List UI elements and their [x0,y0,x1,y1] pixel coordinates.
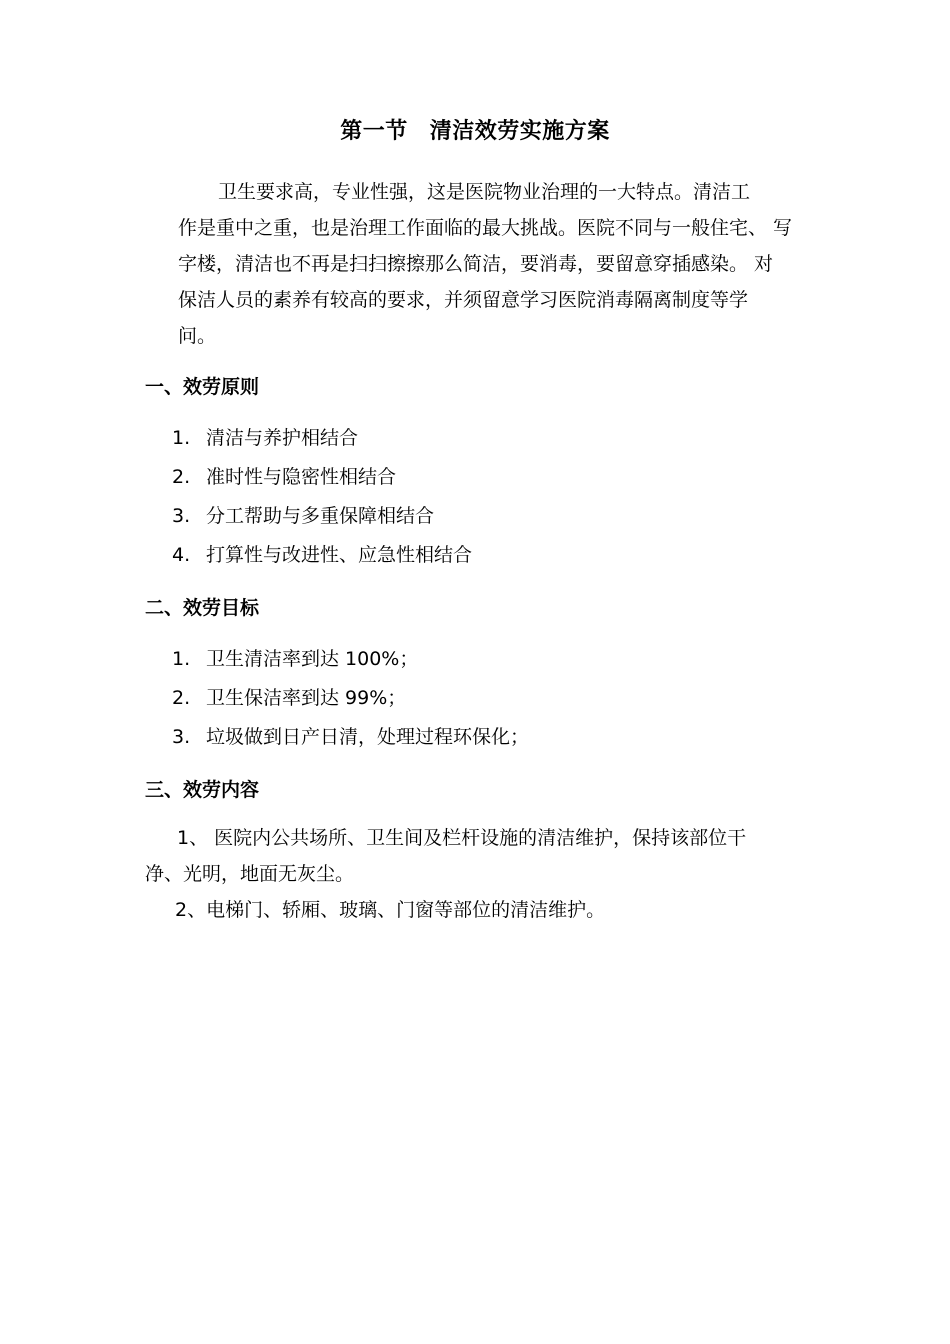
list-item [172,462,396,489]
content-paragraph-2 [145,892,855,928]
list-number: 1. [172,427,191,449]
intro-paragraph [178,174,818,354]
list-item [172,501,434,528]
list-text: 卫生保洁率到达 99%； [206,687,407,709]
list-item [172,644,418,671]
heading-principles: 一、效劳原则 [145,376,260,398]
list-number: 3. [172,726,191,748]
list-text: 卫生清洁率到达 100%； [206,648,419,670]
list-text: 打算性与改进性、应急性相结合 [206,544,473,566]
section-title [0,114,950,145]
list-item [172,423,358,450]
list-text: 垃圾做到日产日清，处理过程环保化； [206,726,530,748]
intro-line: 问。 [178,325,217,347]
list-item [172,683,406,710]
intro-line: 字楼，清洁也不再是扫扫擦擦那么简洁，要消毒，要留意穿插感染。 对 [178,253,774,275]
list-number: 2. [172,687,191,709]
intro-line: 卫生要求高，专业性强，这是医院物业治理的一大特点。清洁工 [218,181,751,203]
list-text: 准时性与隐密性相结合 [206,466,397,488]
list-item [172,540,472,567]
list-text: 分工帮助与多重保障相结合 [206,505,435,527]
intro-line: 保洁人员的素养有较高的要求，并须留意学习医院消毒隔离制度等学 [178,289,749,311]
para-line: 2、电梯门、轿厢、玻璃、门窗等部位的清洁维护。 [175,899,606,921]
para-line: 净、光明，地面无灰尘。 [145,863,355,885]
para-line: 1、 医院内公共场所、卫生间及栏杆设施的清洁维护，保持该部位干 [177,827,747,849]
list-number: 4. [172,544,191,566]
heading-goals: 二、效劳目标 [145,597,260,619]
intro-line: 作是重中之重，也是治理工作面临的最大挑战。医院不同与一般住宅、 写 [178,217,793,239]
section-title-text: 清洁效劳实施方案 [429,119,610,144]
list-number: 3. [172,505,191,527]
list-item [172,722,529,749]
content-paragraph-1 [145,820,825,892]
list-number: 1. [172,648,191,670]
list-number: 2. [172,466,191,488]
section-number: 第一节 [340,119,408,144]
heading-content: 三、效劳内容 [145,779,260,801]
list-text: 清洁与养护相结合 [206,427,359,449]
